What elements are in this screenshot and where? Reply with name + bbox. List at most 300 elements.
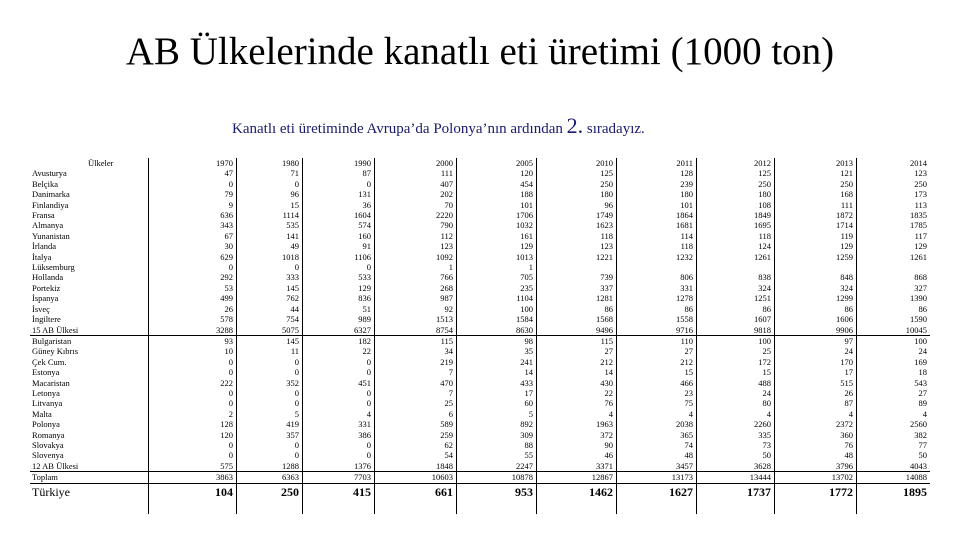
- table-cell: 327: [914, 282, 927, 293]
- table-cell: 6: [448, 408, 453, 419]
- table-cell: 0: [366, 439, 371, 450]
- column-divider: [148, 158, 149, 514]
- table-cell: 1390: [910, 293, 927, 304]
- row-label: Portekiz: [32, 282, 61, 293]
- subtitle-rank: 2.: [566, 113, 584, 138]
- table-cell: 51: [362, 303, 371, 314]
- table-cell: 578: [220, 314, 233, 325]
- table-cell: 2220: [436, 210, 453, 221]
- table-row: [30, 335, 930, 346]
- table-cell: 454: [520, 178, 533, 189]
- table-cell: 202: [440, 189, 453, 200]
- table-cell: 705: [520, 272, 533, 283]
- table-cell: 1299: [836, 293, 853, 304]
- table-cell: 2005: [516, 158, 533, 168]
- table-cell: 22: [362, 346, 371, 357]
- table-cell: 790: [440, 220, 453, 231]
- table-cell: 1864: [676, 210, 693, 221]
- table-cell: 0: [294, 367, 299, 378]
- table-cell: 1681: [676, 220, 693, 231]
- table-cell: 113: [914, 199, 927, 210]
- table-cell: 892: [520, 419, 533, 430]
- row-label: Letonya: [32, 387, 60, 398]
- column-divider: [856, 158, 857, 514]
- table-cell: 386: [358, 429, 371, 440]
- table-row: [30, 168, 930, 178]
- table-cell: 250: [840, 178, 853, 189]
- row-label: İrlanda: [32, 241, 57, 252]
- table-cell: 1627: [669, 484, 693, 499]
- table-cell: 1970: [216, 158, 233, 168]
- table-cell: 121: [840, 168, 853, 179]
- table-cell: 239: [680, 178, 693, 189]
- table-cell: 1114: [282, 210, 299, 221]
- table-cell: 14: [524, 367, 533, 378]
- table-cell: 848: [840, 272, 853, 283]
- table-cell: 0: [294, 178, 299, 189]
- table-cell: 212: [600, 356, 613, 367]
- table-cell: 7: [448, 387, 453, 398]
- table-cell: 104: [215, 484, 233, 499]
- row-label: Litvanya: [32, 398, 63, 409]
- table-cell: 219: [440, 356, 453, 367]
- table-cell: 1462: [589, 484, 613, 499]
- table-cell: 1772: [829, 484, 853, 499]
- table-cell: 161: [520, 230, 533, 241]
- table-cell: 1963: [596, 419, 613, 430]
- row-label: Ülkeler: [88, 158, 114, 168]
- table-cell: 250: [281, 484, 299, 499]
- row-label: Çek Cum.: [32, 356, 67, 367]
- column-divider: [456, 158, 457, 514]
- table-cell: 100: [758, 335, 771, 346]
- row-label: İngiltere: [32, 314, 61, 325]
- table-cell: 131: [358, 189, 371, 200]
- table-cell: 0: [228, 398, 233, 409]
- table-cell: 67: [224, 230, 233, 241]
- table-cell: 169: [914, 356, 927, 367]
- table-cell: 1106: [354, 251, 371, 262]
- table-row: [30, 419, 930, 429]
- table-cell: 3457: [616, 461, 696, 472]
- table-cell: 8630: [456, 325, 536, 336]
- table-cell: 2011: [676, 158, 693, 168]
- table-cell: 535: [286, 220, 299, 231]
- table-cell: 10: [224, 346, 233, 357]
- column-divider: [774, 158, 775, 514]
- table-cell: 180: [600, 189, 613, 200]
- table-cell: 1749: [596, 210, 613, 221]
- table-cell: 1872: [836, 210, 853, 221]
- table-cell: 1013: [516, 251, 533, 262]
- table-cell: 110: [680, 335, 693, 346]
- table-cell: 98: [524, 335, 533, 346]
- table-cell: 118: [600, 230, 613, 241]
- table-cell: 12867: [536, 472, 616, 483]
- table-row: [30, 398, 930, 408]
- column-divider: [696, 158, 697, 514]
- table-cell: 357: [286, 429, 299, 440]
- table-cell: [856, 262, 930, 272]
- table-row: [30, 252, 930, 262]
- table-cell: 382: [914, 429, 927, 440]
- table-cell: 22: [604, 387, 613, 398]
- table-cell: 5075: [236, 325, 302, 336]
- table-cell: 96: [604, 199, 613, 210]
- table-cell: 1695: [754, 220, 771, 231]
- table-cell: 2000: [436, 158, 453, 168]
- table-cell: 168: [840, 189, 853, 200]
- table-cell: 27: [918, 387, 927, 398]
- table-cell: 3371: [536, 461, 616, 472]
- table-cell: 3863: [148, 472, 236, 483]
- table-row: [30, 314, 930, 324]
- table-cell: 629: [220, 251, 233, 262]
- table-cell: 7703: [302, 472, 374, 483]
- table-cell: 160: [358, 230, 371, 241]
- table-cell: 241: [520, 356, 533, 367]
- table-cell: 235: [520, 282, 533, 293]
- table-cell: 15: [290, 199, 299, 210]
- table-cell: 0: [228, 367, 233, 378]
- subtotal-row: [30, 461, 930, 472]
- table-cell: 101: [520, 199, 533, 210]
- table-cell: 0: [366, 356, 371, 367]
- table-cell: 9818: [696, 325, 774, 336]
- table-cell: 145: [286, 282, 299, 293]
- table-cell: 575: [148, 461, 236, 472]
- table-cell: 407: [440, 178, 453, 189]
- row-label: Malta: [32, 408, 52, 419]
- table-cell: 2014: [910, 158, 927, 168]
- table-cell: 589: [440, 419, 453, 430]
- table-cell: 0: [294, 262, 299, 273]
- table-cell: 324: [758, 282, 771, 293]
- table-cell: 1288: [236, 461, 302, 472]
- table-cell: 4: [366, 408, 371, 419]
- table-cell: 27: [604, 346, 613, 357]
- table-cell: 838: [758, 272, 771, 283]
- table-cell: 766: [440, 272, 453, 283]
- table-cell: 0: [294, 439, 299, 450]
- table-cell: 27: [684, 346, 693, 357]
- table-cell: 1990: [354, 158, 371, 168]
- table-cell: 331: [680, 282, 693, 293]
- column-divider: [236, 158, 237, 514]
- row-label: Macaristan: [32, 377, 70, 388]
- table-cell: 117: [914, 230, 927, 241]
- table-cell: 170: [840, 356, 853, 367]
- table-cell: 13444: [696, 472, 774, 483]
- table-cell: 92: [444, 303, 453, 314]
- table-cell: 128: [220, 419, 233, 430]
- table-cell: 11: [290, 346, 299, 357]
- table-cell: 6327: [302, 325, 374, 336]
- table-row: [30, 378, 930, 388]
- table-cell: 419: [286, 419, 299, 430]
- table-row: [30, 430, 930, 440]
- table-cell: 499: [220, 293, 233, 304]
- table-cell: 7: [448, 367, 453, 378]
- table-cell: 10878: [456, 472, 536, 483]
- table-cell: 636: [220, 210, 233, 221]
- table-cell: 4043: [856, 461, 930, 472]
- table-cell: 123: [914, 168, 927, 179]
- table-cell: 250: [758, 178, 771, 189]
- table-cell: 806: [680, 272, 693, 283]
- table-cell: 3796: [774, 461, 856, 472]
- table-cell: 44: [290, 303, 299, 314]
- table-cell: 50: [918, 450, 927, 461]
- row-label: Danimarka: [32, 189, 70, 200]
- table-cell: 0: [366, 450, 371, 461]
- table-cell: 73: [762, 439, 771, 450]
- table-cell: 114: [680, 230, 693, 241]
- table-cell: 1895: [903, 484, 927, 499]
- table-cell: 100: [520, 303, 533, 314]
- row-label: Slovakya: [32, 439, 64, 450]
- table-cell: 76: [844, 439, 853, 450]
- table-cell: 24: [762, 387, 771, 398]
- table-row: [30, 189, 930, 199]
- table-row: [30, 357, 930, 367]
- table-cell: 4: [766, 408, 771, 419]
- table-cell: 14088: [856, 472, 930, 483]
- table-cell: 112: [440, 230, 453, 241]
- column-divider: [302, 158, 303, 514]
- table-cell: 15: [762, 367, 771, 378]
- table-cell: 50: [762, 450, 771, 461]
- table-cell: 836: [358, 293, 371, 304]
- table-cell: 141: [286, 230, 299, 241]
- table-cell: 2: [228, 408, 233, 419]
- table-cell: 259: [440, 429, 453, 440]
- table-cell: 0: [228, 262, 233, 273]
- table-cell: 337: [600, 282, 613, 293]
- row-label: Polonya: [32, 419, 60, 430]
- table-cell: 1032: [516, 220, 533, 231]
- table-row: [30, 440, 930, 450]
- table-cell: 100: [914, 335, 927, 346]
- table-cell: 97: [844, 335, 853, 346]
- table-cell: 4: [608, 408, 613, 419]
- table-cell: 35: [524, 346, 533, 357]
- table-cell: 10045: [856, 325, 930, 336]
- table-cell: 343: [220, 220, 233, 231]
- table-cell: 309: [520, 429, 533, 440]
- table-cell: 80: [762, 398, 771, 409]
- table-cell: 430: [600, 377, 613, 388]
- table-cell: 1104: [516, 293, 533, 304]
- table-cell: 1261: [754, 251, 771, 262]
- table-cell: 0: [228, 450, 233, 461]
- table-row: [30, 388, 930, 398]
- table-cell: 24: [844, 346, 853, 357]
- table-cell: 1737: [747, 484, 771, 499]
- row-label: Lüksemburg: [32, 262, 75, 273]
- table-cell: 48: [844, 450, 853, 461]
- table-cell: 0: [366, 178, 371, 189]
- table-cell: 77: [918, 439, 927, 450]
- subtitle-end: sıradayız.: [586, 121, 645, 137]
- table-cell: 762: [286, 293, 299, 304]
- table-row: [30, 283, 930, 293]
- row-label: Romanya: [32, 429, 65, 440]
- table-cell: 9716: [616, 325, 696, 336]
- table-cell: 9: [228, 199, 233, 210]
- row-label: Avusturya: [32, 168, 67, 179]
- table-cell: 13173: [616, 472, 696, 483]
- table-cell: 989: [358, 314, 371, 325]
- subtitle-text: Kanatlı eti üretiminde Avrupa’da Polonya’nın ardından: [232, 121, 563, 137]
- table-cell: 14: [604, 367, 613, 378]
- row-label: Fransa: [32, 210, 55, 221]
- table-cell: 1: [528, 262, 533, 273]
- table-cell: 1251: [754, 293, 771, 304]
- row-label: Slovenya: [32, 450, 64, 461]
- table-cell: 953: [515, 484, 533, 499]
- table-cell: 543: [914, 377, 927, 388]
- table-row: [30, 220, 930, 230]
- table-cell: 1980: [282, 158, 299, 168]
- table-cell: 9906: [774, 325, 856, 336]
- table-cell: 0: [294, 450, 299, 461]
- table-cell: 333: [286, 272, 299, 283]
- table-cell: 3628: [696, 461, 774, 472]
- total-row: [30, 472, 930, 483]
- table-cell: 30: [224, 241, 233, 252]
- table-cell: 1278: [676, 293, 693, 304]
- table-cell: 1835: [910, 210, 927, 221]
- table-cell: 23: [684, 387, 693, 398]
- table-cell: 123: [600, 241, 613, 252]
- table-cell: 74: [684, 439, 693, 450]
- table-cell: 1590: [910, 314, 927, 325]
- table-cell: 96: [290, 189, 299, 200]
- table-cell: 365: [680, 429, 693, 440]
- table-cell: 466: [680, 377, 693, 388]
- table-cell: 2038: [676, 419, 693, 430]
- table-cell: 17: [524, 387, 533, 398]
- table-cell: 111: [440, 168, 453, 179]
- table-cell: 129: [840, 241, 853, 252]
- table-cell: 1558: [676, 314, 693, 325]
- table-cell: 1: [448, 262, 453, 273]
- table-cell: 145: [286, 335, 299, 346]
- table-row: [30, 262, 930, 272]
- table-cell: 172: [758, 356, 771, 367]
- table-cell: 47: [224, 168, 233, 179]
- table-cell: 292: [220, 272, 233, 283]
- row-label: Finlandiya: [32, 199, 69, 210]
- table-cell: 120: [520, 168, 533, 179]
- table-cell: 0: [366, 367, 371, 378]
- table-cell: 0: [228, 387, 233, 398]
- table-cell: 331: [358, 419, 371, 430]
- row-label: İspanya: [32, 293, 59, 304]
- table-cell: 86: [684, 303, 693, 314]
- table-cell: [696, 262, 774, 272]
- table-row: [30, 272, 930, 282]
- table-cell: 2260: [754, 419, 771, 430]
- table-cell: 250: [600, 178, 613, 189]
- table-cell: 1607: [754, 314, 771, 325]
- table-row: [30, 210, 930, 220]
- table-cell: 754: [286, 314, 299, 325]
- table-cell: 129: [914, 241, 927, 252]
- row-label: 12 AB Ülkesi: [30, 461, 148, 472]
- table-cell: 335: [758, 429, 771, 440]
- table-row: [30, 367, 930, 377]
- table-cell: 128: [680, 168, 693, 179]
- table-cell: 0: [366, 387, 371, 398]
- table-cell: 9496: [536, 325, 616, 336]
- table-cell: 129: [358, 282, 371, 293]
- table-cell: 574: [358, 220, 371, 231]
- table-cell: 1584: [516, 314, 533, 325]
- turkey-row: [30, 483, 930, 500]
- table-cell: 250: [914, 178, 927, 189]
- table-cell: 6363: [236, 472, 302, 483]
- table-cell: 70: [444, 199, 453, 210]
- table-cell: 54: [444, 450, 453, 461]
- table-cell: 1513: [436, 314, 453, 325]
- table-cell: 115: [600, 335, 613, 346]
- table-cell: 372: [600, 429, 613, 440]
- row-label: Hollanda: [32, 272, 64, 283]
- row-label: Güney Kıbrıs: [32, 346, 79, 357]
- table-cell: 1281: [596, 293, 613, 304]
- table-cell: 108: [758, 199, 771, 210]
- table-cell: 115: [440, 335, 453, 346]
- table-cell: 0: [294, 398, 299, 409]
- table-cell: 89: [918, 398, 927, 409]
- table-cell: 10603: [374, 472, 456, 483]
- table-row: [30, 409, 930, 419]
- table-cell: 1568: [596, 314, 613, 325]
- table-cell: 2010: [596, 158, 613, 168]
- table-cell: 661: [435, 484, 453, 499]
- table-cell: 111: [840, 199, 853, 210]
- table-cell: 987: [440, 293, 453, 304]
- table-cell: 2247: [456, 461, 536, 472]
- table-cell: 86: [918, 303, 927, 314]
- table-cell: 48: [684, 450, 693, 461]
- slide-subtitle: [232, 113, 645, 139]
- table-cell: 0: [228, 439, 233, 450]
- table-cell: 268: [440, 282, 453, 293]
- table-cell: 124: [758, 241, 771, 252]
- table-cell: 1606: [836, 314, 853, 325]
- table-cell: 324: [840, 282, 853, 293]
- table-cell: 25: [762, 346, 771, 357]
- table-cell: 119: [840, 230, 853, 241]
- table-cell: 1018: [282, 251, 299, 262]
- column-divider: [374, 158, 375, 514]
- table-cell: 120: [220, 429, 233, 440]
- table-cell: 2012: [754, 158, 771, 168]
- slide-title: AB Ülkelerinde kanatlı eti üretimi (1000 ton): [125, 30, 835, 73]
- table-cell: 1714: [836, 220, 853, 231]
- table-cell: 129: [520, 241, 533, 252]
- table-cell: 5: [294, 408, 299, 419]
- table-cell: 86: [762, 303, 771, 314]
- table-cell: 17: [844, 367, 853, 378]
- table-cell: [774, 262, 856, 272]
- table-cell: 1376: [302, 461, 374, 472]
- table-cell: 0: [366, 262, 371, 273]
- row-label: Yunanistan: [32, 230, 70, 241]
